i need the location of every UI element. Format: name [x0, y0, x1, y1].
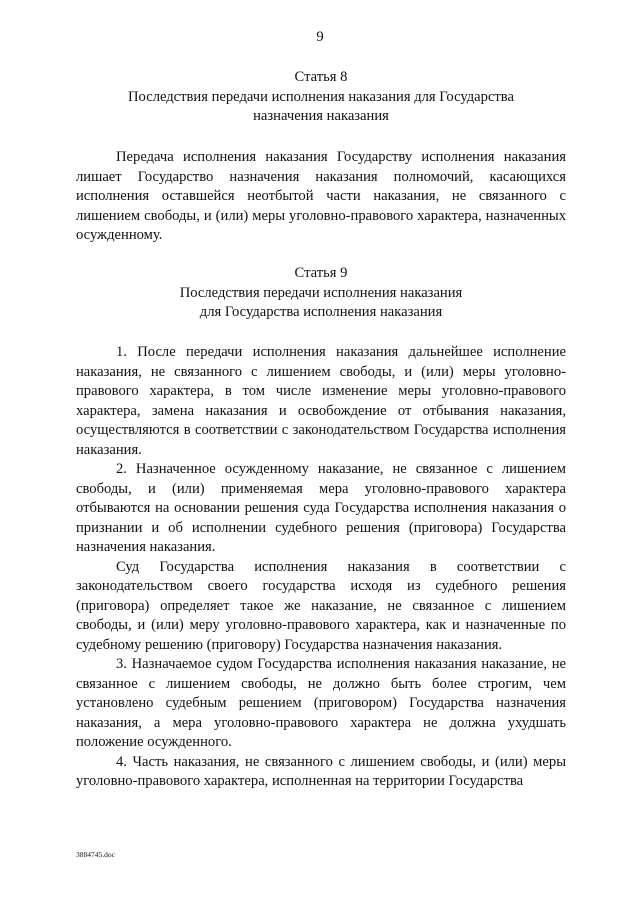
article-9-paragraph-2: 2. Назначенное осужденному наказание, не связанное с лишением свободы, и (или) применяемая мера уголовно-правового характера отбываются на основании решения суда Государства исполнения наказания о признании и об исполнении судебного решения (приговора) Государства назначения наказания. — [76, 461, 566, 555]
article-8-header — [76, 68, 566, 127]
article-8-body — [76, 148, 566, 246]
article-9-paragraph-1: 1. После передачи исполнения наказания дальнейшее исполнение наказания, не связанного с лишением свободы, и (или) меры уголовно-правового характера, в том числе изменение меры уголовно-правового характера, замена наказания и освобождение от отбывания наказания, осуществляются в соответствии с законодательством Государства исполнения наказания. — [76, 344, 566, 458]
article-9-header — [76, 264, 566, 323]
article-9-paragraph-5: 4. Часть наказания, не связанного с лишением свободы, и (или) меры уголовно-правового характера, исполненная на территории Государства — [76, 753, 566, 789]
article-9-heading: Статья 9 — [294, 265, 348, 281]
page-number: 9 — [316, 29, 324, 45]
article-8-title-line-2: назначения наказания — [253, 108, 389, 124]
article-8-heading: Статья 8 — [294, 69, 348, 85]
article-9-paragraph-3: Суд Государства исполнения наказания в соответствии с законодательством своего государства исходя из судебного решения (приговора) определяет такое же наказание, не связанное с лишением свободы, и (или) меру уголовно-правового характера, как и назначенные по судебному решению (приговору) Государства назначения наказания. — [76, 558, 566, 653]
article-9-title-line-1: Последствия передачи исполнения наказания — [179, 284, 463, 301]
article-9-body — [76, 343, 566, 792]
article-8-paragraph-1: Передача исполнения наказания Государству исполнения наказания лишает Государство назначения наказания полномочий, касающихся исполнения оставшейся неотбытой части наказания, не связанного с лишением свободы, и (или) меры уголовно-правового характера, назначенных осужденному. — [76, 149, 566, 243]
article-9-paragraph-4: 3. Назначаемое судом Государства исполнения наказания наказание, не связанное с лишением свободы, не должно быть более строгим, чем установлено судебным решением (приговором) Государства назначения наказания, а мера уголовно-правового характера не должна ухудшать положение осужденного. — [76, 656, 566, 750]
article-8-title-line-1: Последствия передачи исполнения наказания для Государства — [128, 88, 514, 105]
article-9-title-line-2: для Государства исполнения наказания — [199, 304, 443, 320]
footer-doc-id: 3884745.doc — [76, 850, 115, 859]
